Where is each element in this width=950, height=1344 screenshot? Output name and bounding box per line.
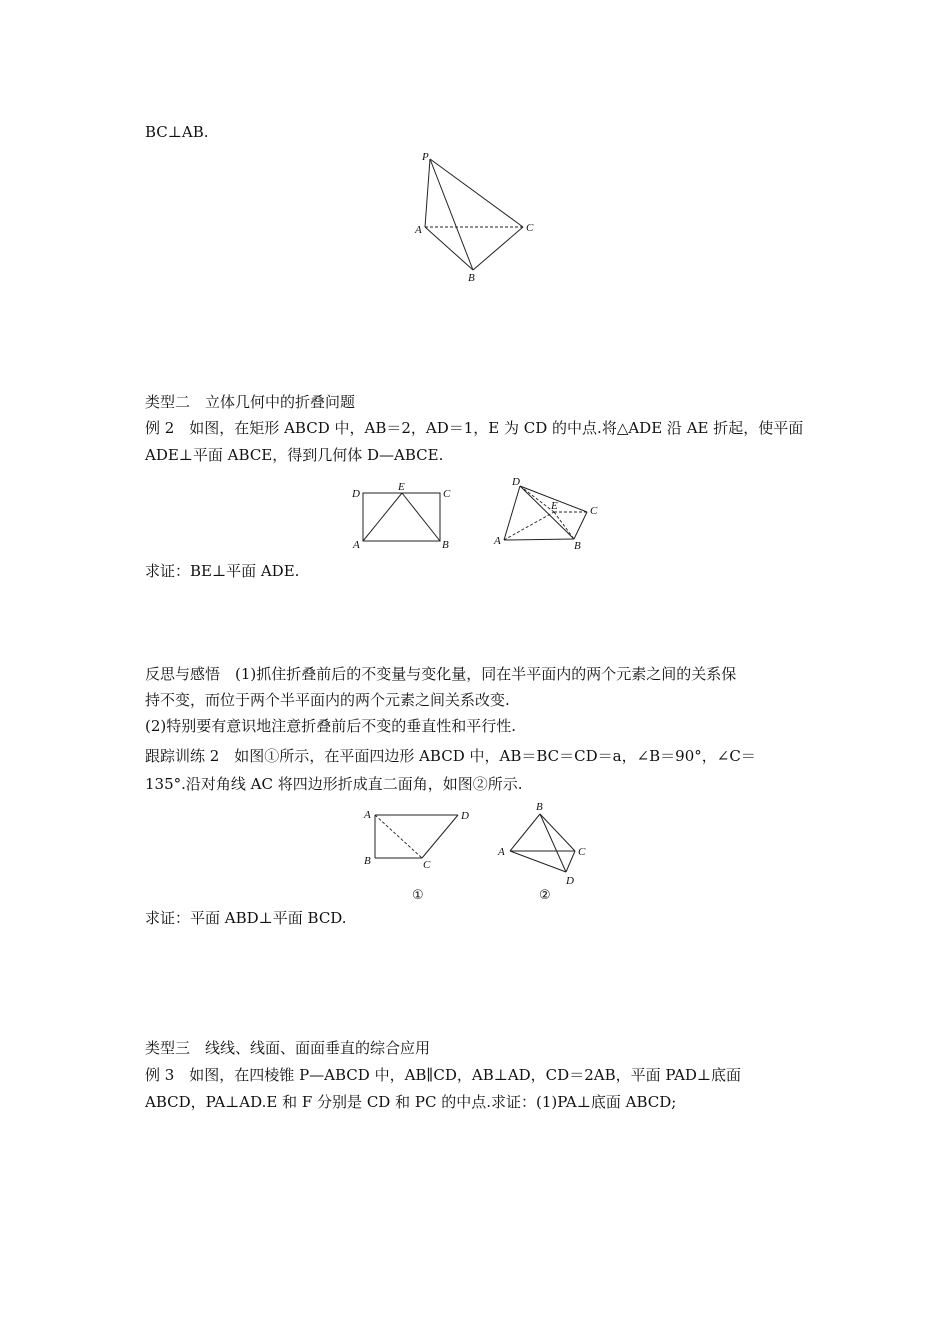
example3-line2: ABCD，PA⊥AD.E 和 F 分别是 CD 和 PC 的中点.求证：(1)PA⊥底面 ABCD; [145, 1093, 677, 1111]
diagonal-ac [375, 815, 422, 858]
vertex-label-b: B [574, 540, 581, 552]
edge-cd [566, 851, 575, 872]
segment-ae [363, 493, 402, 541]
edge-eb-hidden [554, 512, 574, 539]
edge-bc [473, 227, 523, 270]
tracking-exercise-line2: 135°.沿对角线 AC 将四边形折成直二面角，如图②所示. [145, 775, 523, 793]
vertex-label-a: A [364, 809, 371, 821]
vertex-label-d: D [461, 810, 469, 822]
figure-tetrahedron-pabc [405, 145, 545, 285]
vertex-label-e: E [398, 481, 405, 493]
edge-bc [540, 814, 575, 851]
text-bc-perp-ab: BC⊥AB. [145, 123, 209, 141]
edge-ab [425, 227, 473, 270]
vertex-label-d: D [512, 476, 520, 488]
edge-pa [425, 159, 430, 227]
example3-line1: 例 3 如图，在四棱锥 P—ABCD 中，AB∥CD，AB⊥AD，CD＝2AB，平面 PAD⊥底面 [145, 1066, 742, 1084]
vertex-label-a: A [498, 846, 505, 858]
edge-cd [422, 815, 458, 858]
vertex-label-c: C [578, 846, 586, 858]
vertex-label-b: B [364, 855, 371, 867]
figure-folded-dihedral [490, 800, 600, 905]
example2-prove: 求证：BE⊥平面 ADE. [145, 562, 300, 580]
vertex-label-c: C [526, 222, 534, 234]
figure-folded-d-abce [488, 472, 608, 552]
figure-rectangle-abcd [348, 480, 458, 550]
vertex-label-d: D [352, 488, 360, 500]
edge-ba [510, 814, 540, 851]
vertex-label-a: A [353, 539, 360, 550]
vertex-label-a: A [415, 224, 422, 236]
example2-line2: ADE⊥平面 ABCE，得到几何体 D—ABCE. [145, 446, 444, 464]
edge-pc [430, 159, 523, 227]
tracking-exercise-prove: 求证：平面 ABD⊥平面 BCD. [145, 909, 347, 927]
figure-quadrilateral-abcd [358, 802, 483, 907]
rectangle-abcd [363, 493, 440, 541]
section-title-type3: 类型三 线线、线面、面面垂直的综合应用 [145, 1039, 431, 1057]
vertex-label-c: C [590, 505, 598, 517]
reflection-line1: 反思与感悟 (1)抓住折叠前后的不变量与变化量，同在半平面内的两个元素之间的关系保 [145, 665, 737, 683]
vertex-label-b: B [536, 801, 543, 813]
vertex-label-c: C [423, 859, 431, 871]
edge-ab [504, 539, 574, 540]
tracking-exercise-line1: 跟踪训练 2 如图①所示，在平面四边形 ABCD 中，AB＝BC＝CD＝a，∠B＝90°，∠C＝ [145, 747, 756, 765]
edge-pb [430, 159, 473, 270]
edge-bc [574, 512, 587, 539]
vertex-label-b: B [468, 272, 475, 284]
vertex-label-p: P [422, 151, 429, 163]
vertex-label-d: D [566, 875, 574, 887]
segment-be [402, 493, 440, 541]
figure-caption-1: ① [412, 888, 424, 903]
edge-de-hidden [520, 486, 554, 512]
vertex-label-a: A [494, 535, 501, 547]
vertex-label-e: E [551, 500, 558, 512]
figure-caption-2: ② [539, 888, 551, 903]
vertex-label-b: B [442, 539, 449, 550]
edge-db [520, 486, 574, 539]
section-title-type2: 类型二 立体几何中的折叠问题 [145, 393, 356, 411]
reflection-line3: (2)特别要有意识地注意折叠前后不变的垂直性和平行性. [145, 717, 517, 735]
vertex-label-c: C [443, 488, 451, 500]
reflection-line2: 持不变，而位于两个半平面内的两个元素之间关系改变. [145, 691, 510, 709]
example2-line1: 例 2 如图，在矩形 ABCD 中，AB＝2，AD＝1，E 为 CD 的中点.将△ADE 沿 AE 折起，使平面 [145, 419, 804, 437]
